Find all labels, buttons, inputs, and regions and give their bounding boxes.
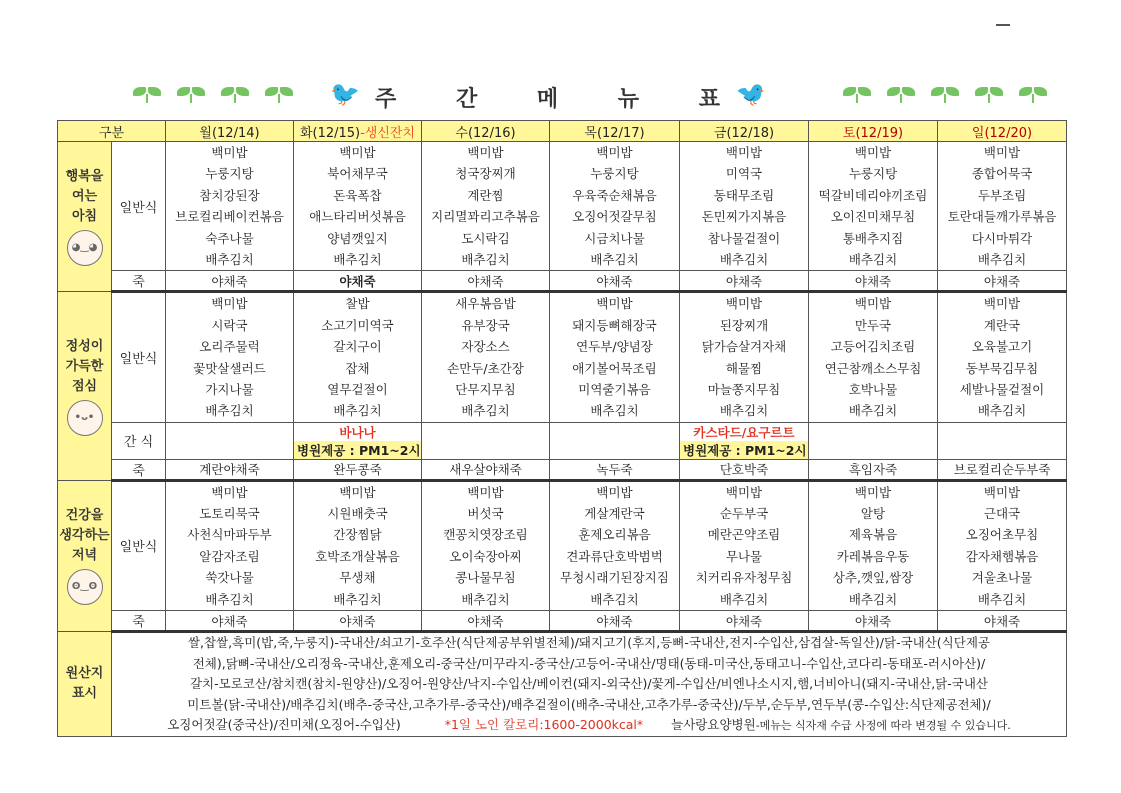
menu-item: 카레볶음우동 (836, 548, 910, 564)
breakfast-row (58, 142, 1067, 271)
calorie-note: *1일 노인 칼로리:1600-2000kcal* (444, 717, 644, 733)
menu-item: 백미밥 (467, 484, 504, 500)
menu-item: 토란대들깨가루볶음 (947, 209, 1057, 225)
menu-item: 애느타리버섯볶음 (309, 209, 406, 225)
character-face-icon: ʘ‿ʘ (67, 569, 103, 605)
menu-item: 돼지등뼈해장국 (572, 317, 657, 333)
porridge-cell: 계란야채죽 (166, 459, 294, 480)
menu-item: 메란곤약조림 (707, 527, 781, 543)
menu-item: 배추김치 (590, 251, 639, 267)
menu-item: 계란찜 (467, 187, 504, 203)
menu-item: 백미밥 (854, 484, 892, 500)
menu-item: 배추김치 (590, 591, 639, 607)
porridge-label: 죽 (112, 459, 166, 480)
menu-item: 배추김치 (461, 403, 510, 419)
menu-item: 오징어초무침 (965, 527, 1039, 543)
menu-item: 견과류단호박범벅 (566, 548, 663, 564)
menu-item: 배추김치 (977, 251, 1027, 267)
porridge-cell: 야채죽 (550, 611, 680, 632)
porridge-cell: 완두콩죽 (294, 459, 422, 480)
menu-item: 새우볶음밥 (455, 296, 516, 312)
menu-item: 백미밥 (211, 296, 248, 312)
porridge-cell: 야채죽 (294, 271, 422, 292)
snack-cell (809, 422, 938, 459)
menu-item: 백미밥 (983, 145, 1021, 160)
menu-item: 알감자조림 (199, 548, 260, 564)
menu-item: 버섯국 (467, 506, 504, 522)
menu-item: 배추김치 (333, 591, 382, 607)
menu-item: 백미밥 (725, 484, 763, 500)
menu-item: 배추김치 (848, 591, 898, 607)
snack-cell-tue: 바나나 병원제공 : PM1~2시 (294, 422, 422, 459)
menu-item: 호박나물 (848, 381, 898, 397)
dinner-thu (550, 480, 680, 610)
bird-icon: 🐦 (330, 80, 360, 108)
menu-item: 다시마튀각 (971, 230, 1033, 246)
menu-item: 누룽지탕 (590, 166, 639, 182)
breakfast-wed (422, 142, 550, 271)
menu-item: 오이숙장아찌 (449, 548, 522, 564)
menu-item: 배추김치 (461, 251, 510, 267)
header-thu: 목(12/17) (550, 121, 680, 142)
menu-item: 연두부/양념장 (576, 339, 653, 355)
weekly-menu-table (57, 120, 1067, 737)
snack-cell (938, 422, 1067, 459)
lunch-label: 정성이 가득한 점심 •ᴗ• (58, 292, 112, 480)
lunch-wed (422, 292, 550, 422)
menu-item: 두부조림 (977, 187, 1027, 203)
menu-item: 갈치구이 (333, 339, 382, 355)
menu-item: 애기볼어묵조림 (572, 360, 657, 376)
dinner-wed (422, 480, 550, 610)
menu-item: 돈육폭찹 (333, 187, 382, 203)
menu-item: 배추김치 (848, 251, 898, 267)
menu-item: 오이진미채무침 (830, 209, 916, 225)
dinner-fri (680, 480, 809, 610)
porridge-cell: 야채죽 (422, 611, 550, 632)
porridge-label: 죽 (112, 271, 166, 292)
menu-item: 단무지무침 (455, 381, 516, 397)
bird-icon: 🐦 (736, 80, 766, 108)
porridge-cell: 흑임자죽 (809, 459, 938, 480)
lunch-sun (938, 292, 1067, 422)
menu-item: 오육불고기 (971, 339, 1033, 355)
menu-item: 간장찜닭 (333, 527, 382, 543)
snack-cell (550, 422, 680, 459)
porridge-cell: 단호박죽 (680, 459, 809, 480)
scribble-mark (996, 24, 1010, 26)
origin-line-last: 오징어젓갈(중국산)/진미채(오징어-수입산) *1일 노인 칼로리:1600-2000kcal* 늘사랑요양병원-메뉴는 식자재 수급 사정에 따라 변경될 수 있습니다. (167, 717, 1011, 733)
porridge-cell: 브로컬리순두부죽 (938, 459, 1067, 480)
menu-item: 지리멸꽈리고추볶음 (431, 209, 540, 225)
breakfast-porridge-row (58, 271, 1067, 292)
menu-item: 캔꽁치엿장조림 (443, 527, 528, 543)
menu-item: 백미밥 (725, 145, 763, 160)
porridge-cell: 야채죽 (550, 271, 680, 292)
menu-item: 누룽지탕 (205, 166, 254, 182)
header-fri: 금(12/18) (680, 121, 809, 142)
lunch-thu (550, 292, 680, 422)
header-row (58, 121, 1067, 142)
menu-item: 백미밥 (339, 145, 376, 160)
menu-item: 찰밥 (345, 296, 370, 312)
menu-item: 브로컬리베이컨볶음 (175, 209, 284, 225)
birthday-party-label: -생신잔치 (360, 125, 416, 141)
menu-item: 시금치나물 (584, 230, 645, 246)
menu-item: 통배추지짐 (842, 230, 904, 246)
menu-item: 배추김치 (719, 251, 769, 267)
hospital-name: 늘사랑요양병원 (671, 717, 756, 733)
porridge-cell: 녹두죽 (550, 459, 680, 480)
menu-item: 배추김치 (333, 403, 382, 419)
porridge-cell: 야채죽 (938, 271, 1067, 292)
change-notice: -메뉴는 식자재 수급 사정에 따라 변경될 수 있습니다. (755, 719, 1011, 733)
menu-item: 누룽지탕 (848, 166, 898, 182)
menu-item: 만두국 (854, 317, 892, 333)
menu-item: 세발나물겉절이 (959, 381, 1045, 397)
dinner-sat (809, 480, 938, 610)
snack-cell (166, 422, 294, 459)
snack-label: 간 식 (112, 422, 166, 459)
character-face-icon: •ᴗ• (67, 400, 103, 436)
lunch-porridge-row (58, 459, 1067, 480)
menu-item: 도시락김 (461, 230, 510, 246)
page-title: 주 간 메 뉴 표 (375, 87, 746, 112)
breakfast-mon (166, 142, 294, 271)
menu-item: 종합어묵국 (971, 166, 1033, 182)
menu-item: 잡채 (345, 360, 370, 376)
menu-item: 시락국 (211, 317, 248, 333)
menu-item: 상추,깻잎,쌈장 (832, 570, 914, 586)
origin-label: 원산지 표시 (58, 632, 112, 737)
menu-item: 백미밥 (854, 145, 892, 160)
menu-item: 겨울초나물 (971, 570, 1033, 586)
porridge-label: 죽 (112, 611, 166, 632)
header-sat: 토(12/19) (809, 121, 938, 142)
menu-item: 배추김치 (205, 251, 254, 267)
menu-item: 호박조개살볶음 (315, 548, 400, 564)
dinner-label: 건강을 생각하는 저녁 ʘ‿ʘ (58, 480, 112, 631)
origin-text (112, 632, 1067, 737)
breakfast-thu (550, 142, 680, 271)
menu-item: 떡갈비데리야끼조림 (818, 187, 928, 203)
lunch-sub-label: 일반식 (112, 292, 166, 422)
porridge-cell: 야채죽 (166, 611, 294, 632)
menu-item: 꽃맛살샐러드 (193, 360, 266, 376)
menu-item: 백미밥 (467, 145, 504, 160)
header-category: 구분 (58, 121, 166, 142)
menu-item: 백미밥 (211, 484, 248, 500)
menu-item: 자장소스 (461, 339, 510, 355)
menu-item: 알탕 (860, 506, 886, 522)
breakfast-fri (680, 142, 809, 271)
menu-item: 된장찌개 (719, 317, 769, 333)
menu-item: 오징어젓갈무침 (572, 209, 657, 225)
header-wed: 수(12/16) (422, 121, 550, 142)
lunch-mon (166, 292, 294, 422)
menu-item: 양념깻잎지 (327, 230, 388, 246)
porridge-cell: 야채죽 (809, 271, 938, 292)
menu-item: 배추김치 (848, 403, 898, 419)
menu-item: 백미밥 (211, 145, 248, 160)
snack-cell (422, 422, 550, 459)
dinner-tue (294, 480, 422, 610)
lunch-row (58, 292, 1067, 422)
menu-item: 해물찜 (725, 360, 763, 376)
dinner-sun (938, 480, 1067, 610)
menu-item: 백미밥 (596, 296, 633, 312)
menu-item: 백미밥 (983, 296, 1021, 312)
porridge-cell: 야채죽 (680, 271, 809, 292)
menu-item: 계란국 (983, 317, 1021, 333)
menu-item: 참치강된장 (199, 187, 260, 203)
porridge-cell: 야채죽 (166, 271, 294, 292)
menu-item: 감자채햄볶음 (965, 548, 1039, 564)
menu-item: 오리주물럭 (199, 339, 260, 355)
menu-item: 배추김치 (205, 403, 254, 419)
menu-item: 배추김치 (977, 591, 1027, 607)
porridge-cell: 야채죽 (294, 611, 422, 632)
origin-line: 미트볼(닭-국내산)/배추김치(배추-중국산,고추가루-중국산)/배추겉절이(배추-국내산,고추가루-중국산)/두부,순두부,연두부(콩-수입산:식단제공전체)/ (187, 696, 991, 712)
menu-item: 열무겉절이 (327, 381, 388, 397)
menu-item: 배추김치 (590, 403, 639, 419)
menu-item: 참나물겉절이 (707, 230, 781, 246)
menu-item: 백미밥 (596, 145, 633, 160)
snack-row (58, 422, 1067, 459)
menu-item: 쑥갓나물 (205, 570, 254, 586)
menu-item: 청국장찌개 (455, 166, 516, 182)
menu-item: 무나물 (725, 548, 763, 564)
porridge-cell: 야채죽 (809, 611, 938, 632)
menu-item: 미역줄기볶음 (578, 381, 651, 397)
menu-item: 동부묵김무침 (965, 360, 1039, 376)
porridge-cell: 새우살야채죽 (422, 459, 550, 480)
menu-item: 연근참깨소스무침 (824, 360, 922, 376)
menu-item: 가지나물 (205, 381, 254, 397)
header-sun: 일(12/20) (938, 121, 1067, 142)
menu-item: 닭가슴살겨자채 (701, 339, 787, 355)
header-tue: 화(12/15)-생신잔치 (294, 121, 422, 142)
menu-item: 소고기미역국 (321, 317, 394, 333)
origin-line: 갈치-모로코산/참치캔(참치-원양산)/오징어-원양산/낙지-수입산/베이컨(돼지-외국산)/꽃게-수입산/비엔나소시지,햄,너비아니(돼지-국내산,닭-국내산 (189, 676, 988, 692)
breakfast-sat (809, 142, 938, 271)
menu-item: 사천식마파두부 (187, 527, 272, 543)
lunch-tue (294, 292, 422, 422)
menu-item: 근대국 (983, 506, 1021, 522)
menu-item: 시원배춧국 (327, 506, 388, 522)
menu-item: 미역국 (725, 166, 763, 182)
menu-item: 배추김치 (333, 251, 382, 267)
menu-item: 백미밥 (983, 484, 1021, 500)
breakfast-label: 행복을 여는 아침 ◕‿◕ (58, 142, 112, 292)
porridge-cell: 야채죽 (938, 611, 1067, 632)
dinner-mon (166, 480, 294, 610)
menu-item: 제육볶음 (848, 527, 898, 543)
menu-item: 고등어김치조림 (830, 339, 916, 355)
menu-item: 백미밥 (339, 484, 376, 500)
menu-item: 동태무조림 (713, 187, 775, 203)
menu-item: 백미밥 (596, 484, 633, 500)
menu-item: 게살계란국 (584, 506, 645, 522)
menu-item: 훈제오리볶음 (578, 527, 651, 543)
lunch-fri (680, 292, 809, 422)
header-mon: 월(12/14) (166, 121, 294, 142)
origin-line: 쌀,찹쌀,흑미(밥,죽,누룽지)-국내산/쇠고기-호주산(식단제공부위별전체)/돼지고기(후지,등뼈-국내산,전지-수입산,삼겹살-독일산)/닭-국내산(식단제공 (187, 635, 990, 651)
menu-item: 백미밥 (725, 296, 763, 312)
menu-item: 도토리묵국 (199, 506, 260, 522)
menu-item: 치커리유자청무침 (695, 570, 793, 586)
menu-item: 돈민찌가지볶음 (701, 209, 787, 225)
porridge-cell: 야채죽 (680, 611, 809, 632)
origin-line: 전체),닭뼈-국내산/오리정육-국내산,훈제오리-중국산/미꾸라지-중국산/고등어-국내산/명태(동태-미국산,동태고니-수입산,코다리-동태포-러시아산)/ (192, 655, 986, 671)
breakfast-sub-label: 일반식 (112, 142, 166, 271)
menu-item: 유부장국 (461, 317, 510, 333)
breakfast-tue (294, 142, 422, 271)
menu-item: 무청시래기된장지짐 (560, 570, 669, 586)
menu-item: 배추김치 (719, 591, 769, 607)
menu-item: 숙주나물 (205, 230, 254, 246)
menu-item: 마늘쫑지무침 (707, 381, 781, 397)
character-face-icon: ◕‿◕ (67, 230, 103, 266)
menu-item: 배추김치 (461, 591, 510, 607)
menu-item: 배추김치 (719, 403, 769, 419)
breakfast-sun (938, 142, 1067, 271)
menu-item: 순두부국 (719, 506, 769, 522)
menu-item: 배추김치 (977, 403, 1027, 419)
dinner-row (58, 480, 1067, 610)
menu-item: 북어채무국 (327, 166, 388, 182)
menu-item: 손만두/초간장 (447, 360, 524, 376)
menu-item: 무생채 (339, 570, 376, 586)
menu-item: 백미밥 (854, 296, 892, 312)
snack-cell-fri: 카스타드/요구르트 병원제공 : PM1~2시 (680, 422, 809, 459)
menu-item: 우육죽순채볶음 (572, 187, 657, 203)
origin-row (58, 632, 1067, 737)
porridge-cell: 야채죽 (422, 271, 550, 292)
menu-item: 배추김치 (205, 591, 254, 607)
lunch-sat (809, 292, 938, 422)
dinner-sub-label: 일반식 (112, 480, 166, 610)
menu-item: 콩나물무침 (455, 570, 516, 586)
dinner-porridge-row (58, 611, 1067, 632)
